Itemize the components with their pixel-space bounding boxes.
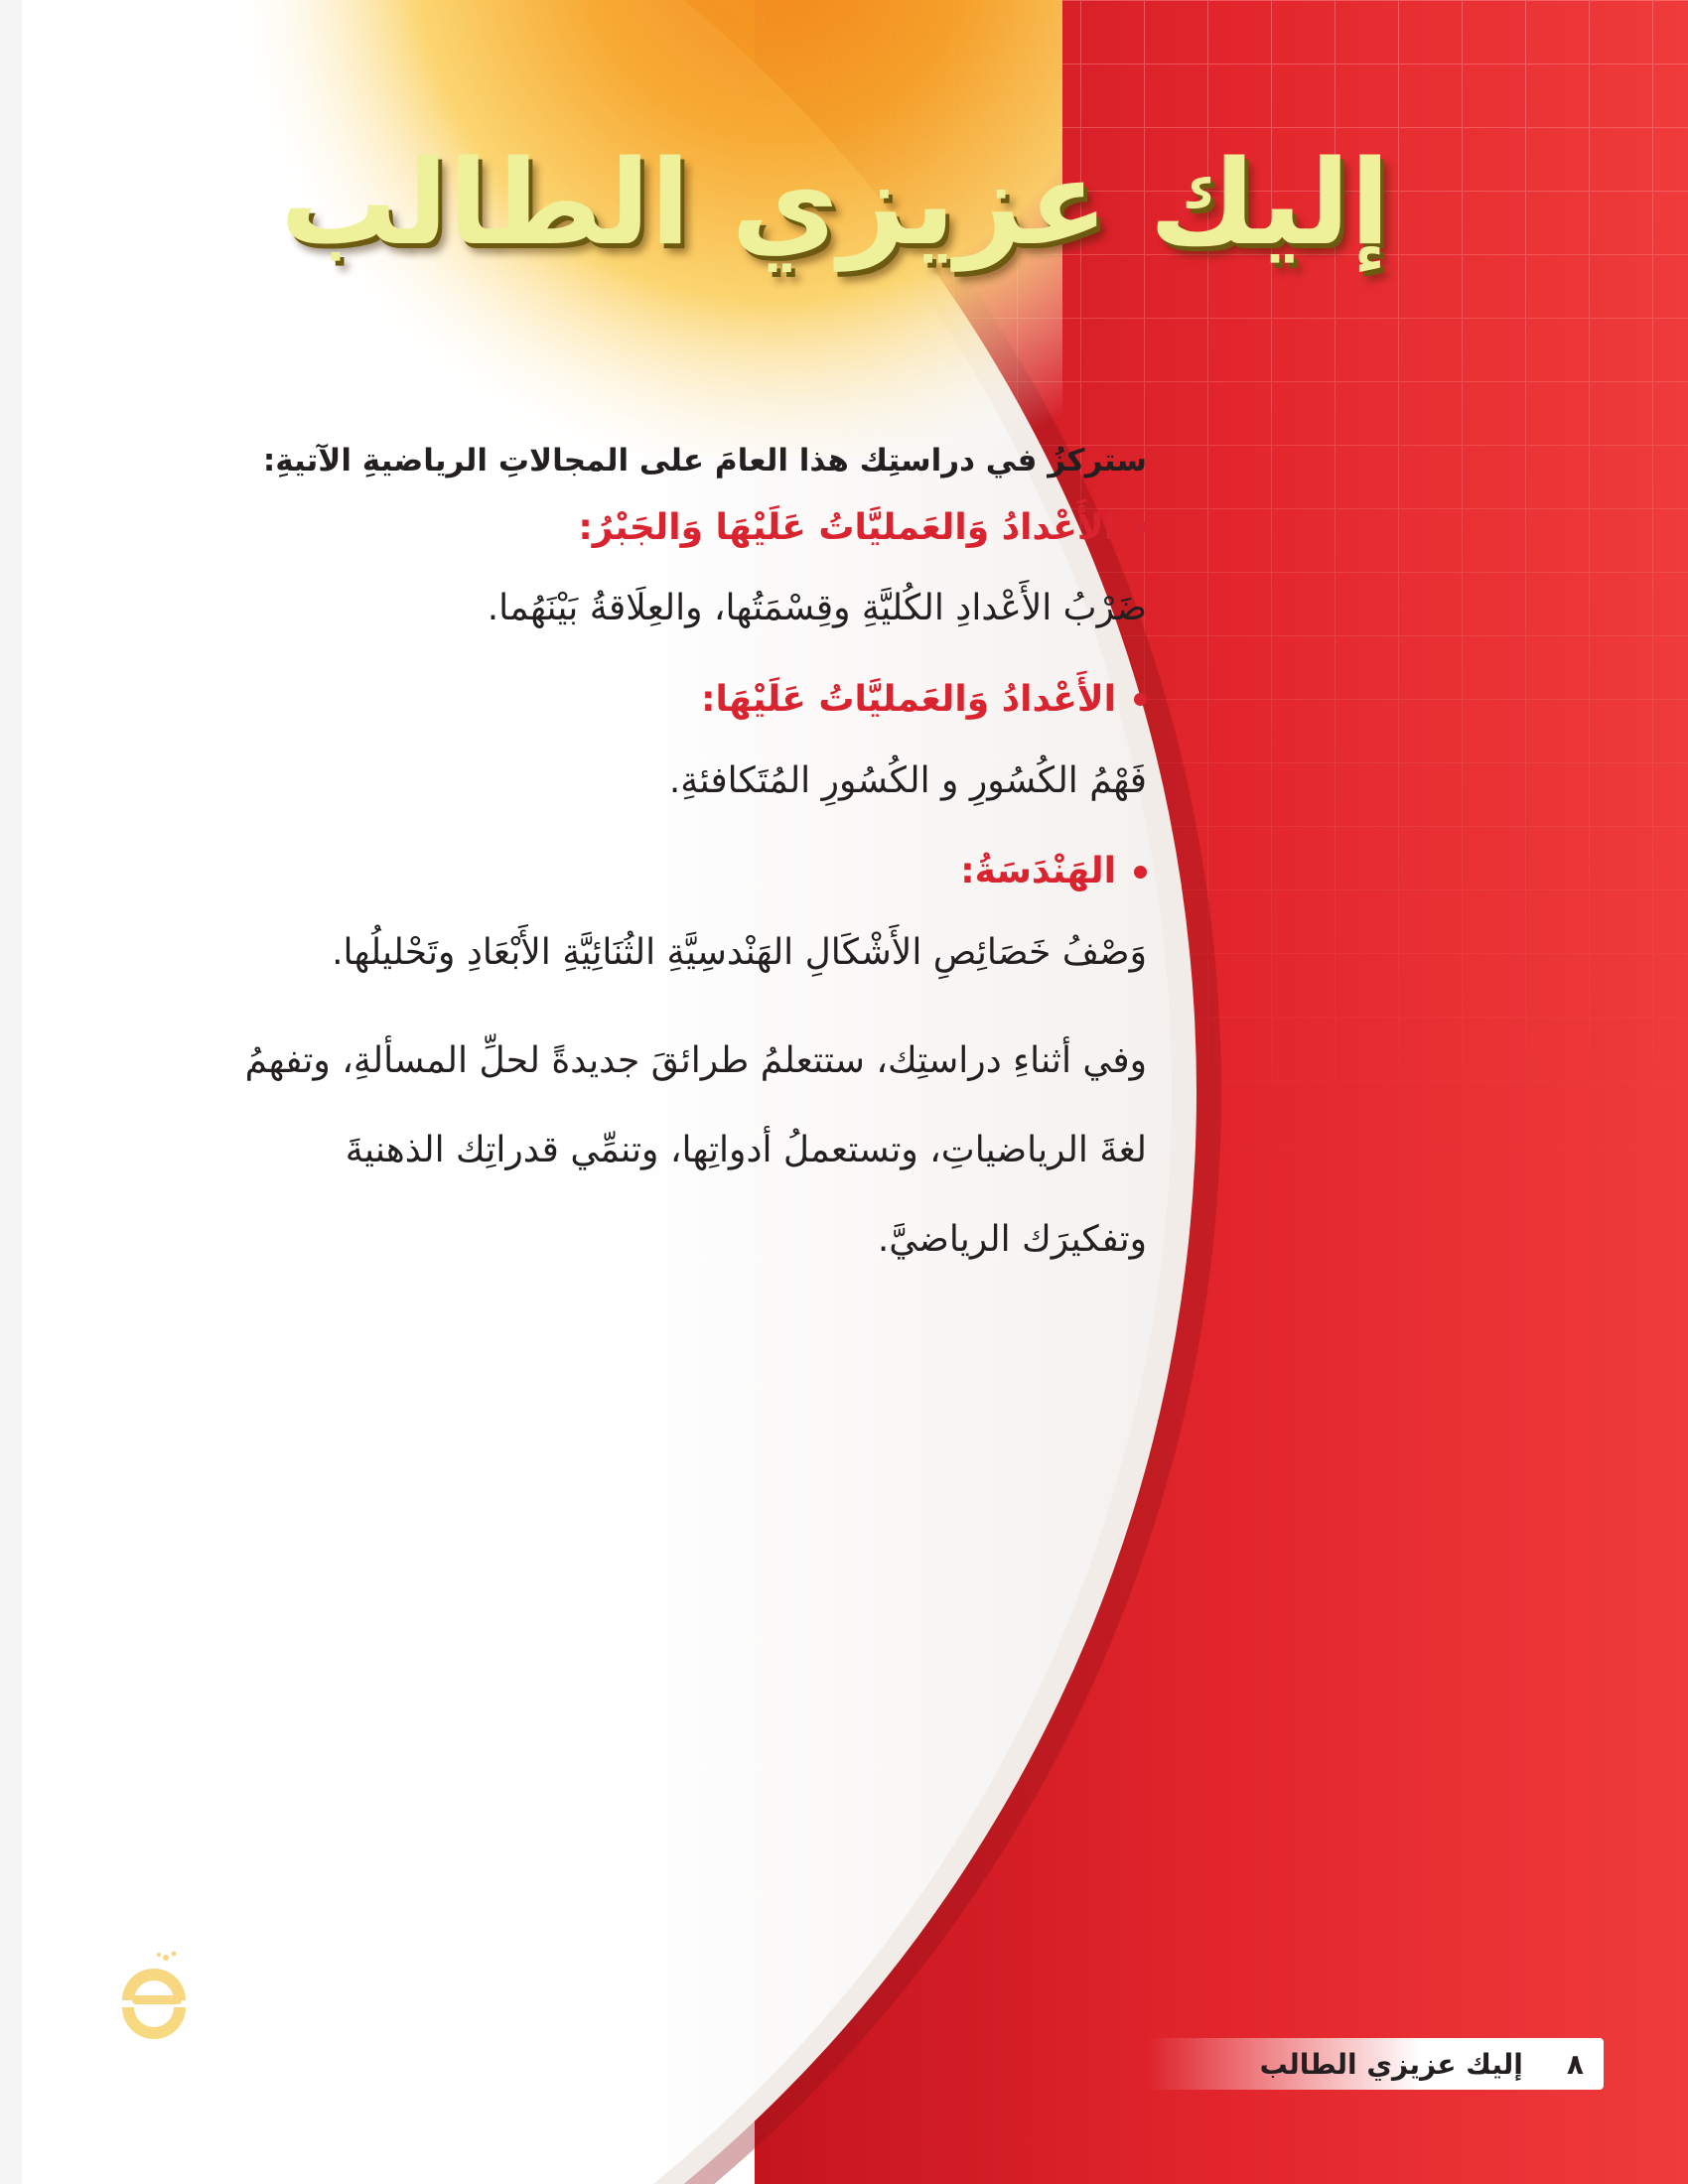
page-title: إليك عزيزي الطالب [279,134,1390,271]
content-block [213,437,1147,1285]
section-body: وَصْفُ خَصَائِصِ الأَشْكَالِ الهَنْدسِيَّةِ الثُنَائِيَّةِ الأَبْعَادِ وتَحْليلُها. [332,932,1147,974]
closing-paragraph: وفي أثناءِ دراستِك، ستتعلمُ طرائقَ جديدةً لحلِّ المسألةِ، وتفهمُ لغةَ الرياضياتِ، وتستعملُ أدواتِها، وتنمِّي قدراتِك الذهنيةَ وتفكيرَك الرياضيَّ. [244,1039,1147,1260]
section-heading-text: الأَعْدادُ وَالعَمليَّاتُ عَلَيْهَا: [701,678,1116,720]
section-numbers-algebra [213,500,1147,646]
section-body: ضَرْبُ الأَعْدادِ الكُليَّةِ وقِسْمَتُها، والعِلَاقةُ بَيْنَهُما. [487,588,1147,629]
section-heading [213,500,1147,556]
page-number: ٨ [1566,2047,1584,2081]
section-geometry [213,844,1147,990]
bullet-dot-icon [1134,866,1147,879]
section-heading [213,844,1147,899]
footer-title: إليك عزيزي الطالب [1259,2047,1523,2081]
section-body: فَهْمُ الكُسُورِ و الكُسُورِ المُتَكافئةِ. [668,759,1147,801]
bullet-dot-icon [1134,521,1147,534]
section-heading-text: الهَنْدَسَةُ: [960,851,1116,892]
bullet-dot-icon [1134,693,1147,706]
page-footer [1147,2038,1604,2090]
section-heading [213,672,1147,728]
intro-text: ستركزُ في دراستِك هذا العامَ على المجالاتِ الرياضيةِ الآتيةِ: [262,443,1147,478]
section-heading-text: الأَعْدادُ وَالعَمليَّاتُ عَلَيْهَا وَالجَبْرُ: [578,506,1116,548]
publisher-logo-icon [104,1946,204,2055]
section-numbers-fractions [213,672,1147,818]
